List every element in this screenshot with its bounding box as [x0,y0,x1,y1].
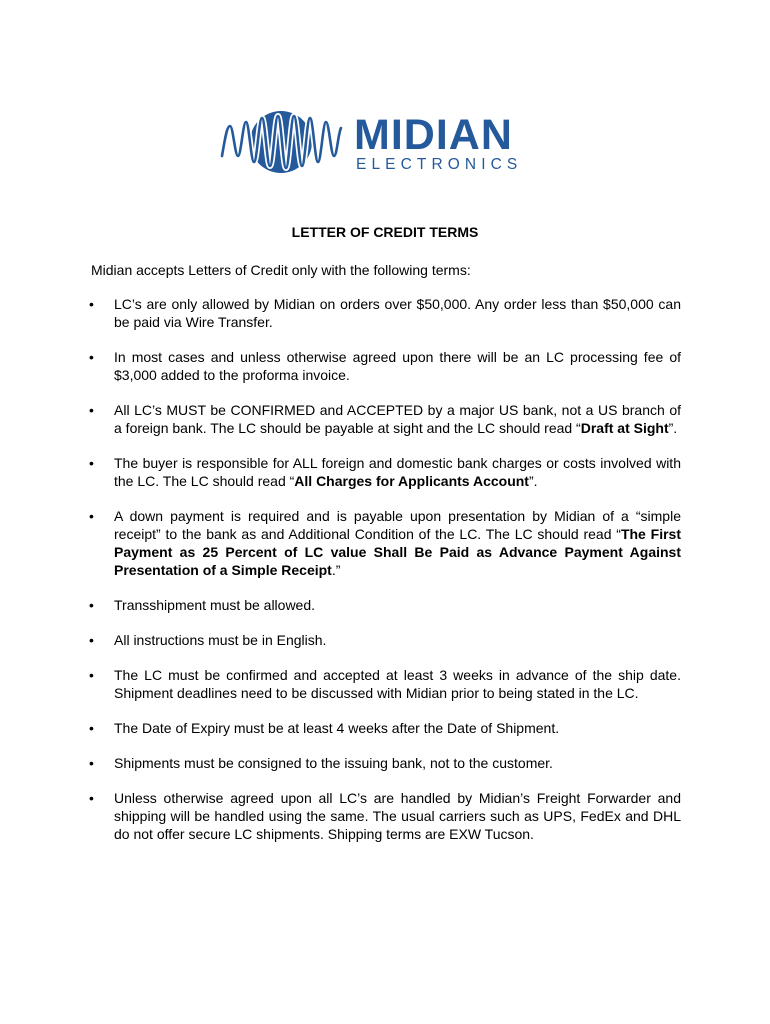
term-text: LC’s are only allowed by Midian on orders over $50,000. Any order less than $50,000 can be paid via Wire Transfer. [114,296,681,330]
bullet-icon: • [89,720,94,736]
terms-list [88,295,681,860]
term-text-pre: A down payment is required and is payable upon presentation by Midian of a “simple receipt” to the bank as and Additional Condition of the LC. The LC should read “ [114,508,681,542]
midian-logo [216,108,551,178]
term-text [114,402,681,436]
term-item [88,401,681,437]
term-text: Transshipment must be allowed. [114,597,316,613]
bullet-icon: • [89,790,94,806]
bullet-icon: • [89,402,94,418]
term-text-post: ”. [528,473,538,489]
bullet-icon: • [89,667,94,683]
term-text: Shipments must be consigned to the issuing bank, not to the customer. [114,755,553,771]
bullet-icon: • [89,455,94,471]
term-item [88,789,681,843]
brand-name: MIDIAN [354,111,513,159]
term-text: Unless otherwise agreed upon all LC’s are handled by Midian’s Freight Forwarder and shipping will be handled using the same. The usual carriers such as UPS, FedEx and DHL do not offer secure LC shipments. Shipping terms are EXW Tucson. [114,790,681,842]
term-item [88,596,681,614]
bullet-icon: • [89,632,94,648]
term-text-pre: The buyer is responsible for ALL foreign and domestic bank charges or costs involved with the LC. The LC should read “ [114,455,681,489]
bullet-icon: • [89,349,94,365]
term-item [88,454,681,490]
term-item [88,719,681,737]
bullet-icon: • [89,755,94,771]
term-item [88,754,681,772]
term-text-post: ”. [668,420,678,436]
term-item [88,348,681,384]
term-text [114,508,681,578]
term-item [88,507,681,579]
brand-subtitle: ELECTRONICS [356,156,523,173]
term-text-pre: All LC’s MUST be CONFIRMED and ACCEPTED by a major US bank, not a US branch of a foreign bank. The LC should be payable at sight and the LC should read “ [114,402,681,436]
term-text-post: .” [331,562,341,578]
bullet-icon: • [89,296,94,312]
term-text [114,455,681,489]
term-required-wording: All Charges for Applicants Account [294,473,529,489]
term-text: The Date of Expiry must be at least 4 weeks after the Date of Shipment. [114,720,560,736]
bullet-icon: • [89,597,94,613]
waveform-logo-icon [216,108,346,178]
bullet-icon: • [89,508,94,524]
term-item [88,631,681,649]
document-title: LETTER OF CREDIT TERMS [291,224,479,240]
intro-paragraph: Midian accepts Letters of Credit only with the following terms: [91,262,471,278]
term-required-wording: The First Payment as 25 Percent of LC value Shall Be Paid as Advance Payment Against Presentation of a Simple Receipt [114,526,681,578]
term-text: The LC must be confirmed and accepted at least 3 weeks in advance of the ship date. Shipment deadlines need to be discussed with Midian prior to being stated in the LC. [114,667,681,701]
term-text: In most cases and unless otherwise agreed upon there will be an LC processing fee of $3,000 added to the proforma invoice. [114,349,681,383]
term-item [88,295,681,331]
term-required-wording: Draft at Sight [580,420,669,436]
term-item [88,666,681,702]
term-text: All instructions must be in English. [114,632,327,648]
